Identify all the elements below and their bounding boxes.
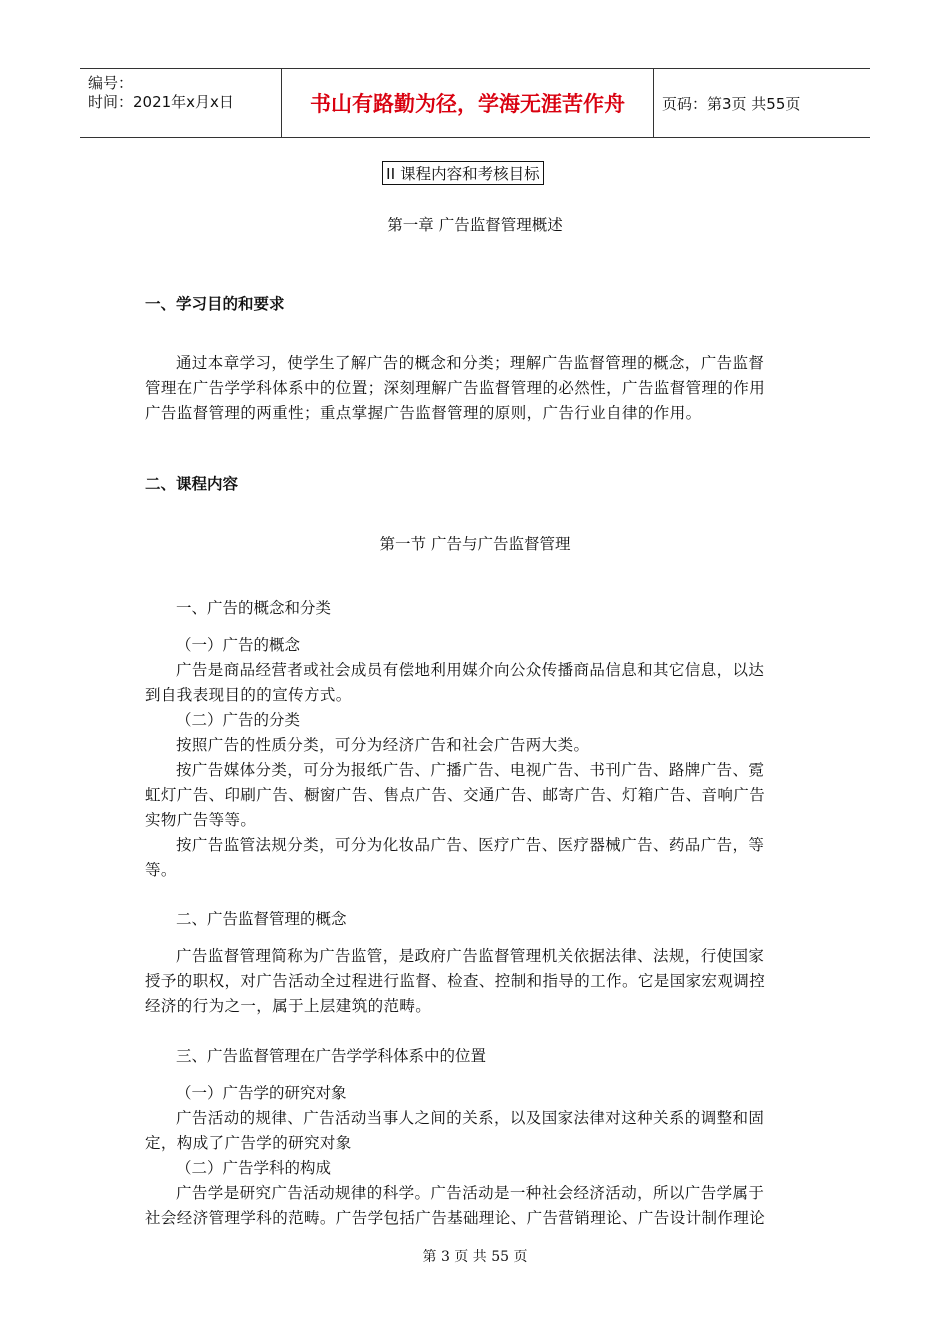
paragraph-line: 按照广告的性质分类，可分为经济广告和社会广告两大类。 bbox=[176, 736, 590, 754]
chapter-title: 第一章 广告监督管理概述 bbox=[387, 216, 563, 234]
document-header bbox=[80, 68, 870, 138]
paragraph-line: 到自我表现目的的宣传方式。 bbox=[145, 686, 352, 704]
paragraph-line: 经济的行为之一，属于上层建筑的范畴。 bbox=[145, 997, 432, 1015]
subsection-heading-2: 二、广告监督管理的概念 bbox=[176, 910, 347, 928]
paragraph-line: 社会经济管理学科的范畴。广告学包括广告基础理论、广告营销理论、广告设计制作理论 bbox=[145, 1209, 766, 1227]
subsection-heading-1: 一、广告的概念和分类 bbox=[176, 599, 332, 617]
item-title: （一）广告学的研究对象 bbox=[176, 1084, 347, 1102]
section-heading-1: 一、学习目的和要求 bbox=[145, 295, 285, 313]
paragraph-line: 广告监督管理的两重性；重点掌握广告监督管理的原则，广告行业自律的作用。 bbox=[145, 404, 702, 422]
paragraph-line: 通过本章学习，使学生了解广告的概念和分类；理解广告监督管理的概念，广告监督 bbox=[176, 354, 765, 372]
paragraph-line: 虹灯广告、印刷广告、橱窗广告、售点广告、交通广告、邮寄广告、灯箱广告、音响广告 bbox=[145, 786, 766, 804]
number-label: 编号： bbox=[88, 74, 134, 92]
section-heading-2: 二、课程内容 bbox=[145, 475, 239, 493]
paragraph-line: 广告活动的规律、广告活动当事人之间的关系，以及国家法律对这种关系的调整和固 bbox=[176, 1109, 765, 1127]
paragraph-line: 管理在广告学学科体系中的位置；深刻理解广告监督管理的必然性，广告监督管理的作用 bbox=[145, 379, 766, 397]
paragraph-line: 广告监督管理简称为广告监管，是政府广告监督管理机关依据法律、法规，行使国家 bbox=[176, 947, 765, 965]
subsection-heading-3: 三、广告监督管理在广告学学科体系中的位置 bbox=[176, 1047, 487, 1065]
paragraph-line: 按广告媒体分类，可分为报纸广告、广播广告、电视广告、书刊广告、路牌广告、霓 bbox=[176, 761, 765, 779]
paragraph-line: 定，构成了广告学的研究对象 bbox=[145, 1134, 352, 1152]
paragraph-line: 授予的职权，对广告活动全过程进行监督、检查、控制和指导的工作。它是国家宏观调控 bbox=[145, 972, 766, 990]
item-title: （一）广告的概念 bbox=[176, 636, 301, 654]
item-title: （二）广告的分类 bbox=[176, 711, 301, 729]
section-title: 第一节 广告与广告监督管理 bbox=[379, 535, 571, 553]
boxed-part-title: II 课程内容和考核目标 bbox=[382, 161, 544, 185]
paragraph-line: 广告学是研究广告活动规律的科学。广告活动是一种社会经济活动，所以广告学属于 bbox=[176, 1184, 765, 1202]
date-label: 时间：2021年x月x日 bbox=[88, 93, 234, 111]
item-title: （二）广告学科的构成 bbox=[176, 1159, 332, 1177]
paragraph-line: 实物广告等等。 bbox=[145, 811, 257, 829]
paragraph-line: 等。 bbox=[145, 861, 177, 879]
header-left-cell bbox=[80, 69, 280, 137]
paragraph-line: 广告是商品经营者或社会成员有偿地利用媒介向公众传播商品信息和其它信息，以达 bbox=[176, 661, 765, 679]
paragraph-line: 按广告监管法规分类，可分为化妆品广告、医疗广告、医疗器械广告、药品广告，等 bbox=[176, 836, 765, 854]
header-motto: 书山有路勤为径，学海无涯苦作舟 bbox=[281, 69, 654, 137]
page-footer: 第 3 页 共 55 页 bbox=[422, 1249, 528, 1265]
header-page-info bbox=[662, 69, 870, 137]
page-info-text: 页码：第3页 共55页 bbox=[662, 94, 801, 113]
